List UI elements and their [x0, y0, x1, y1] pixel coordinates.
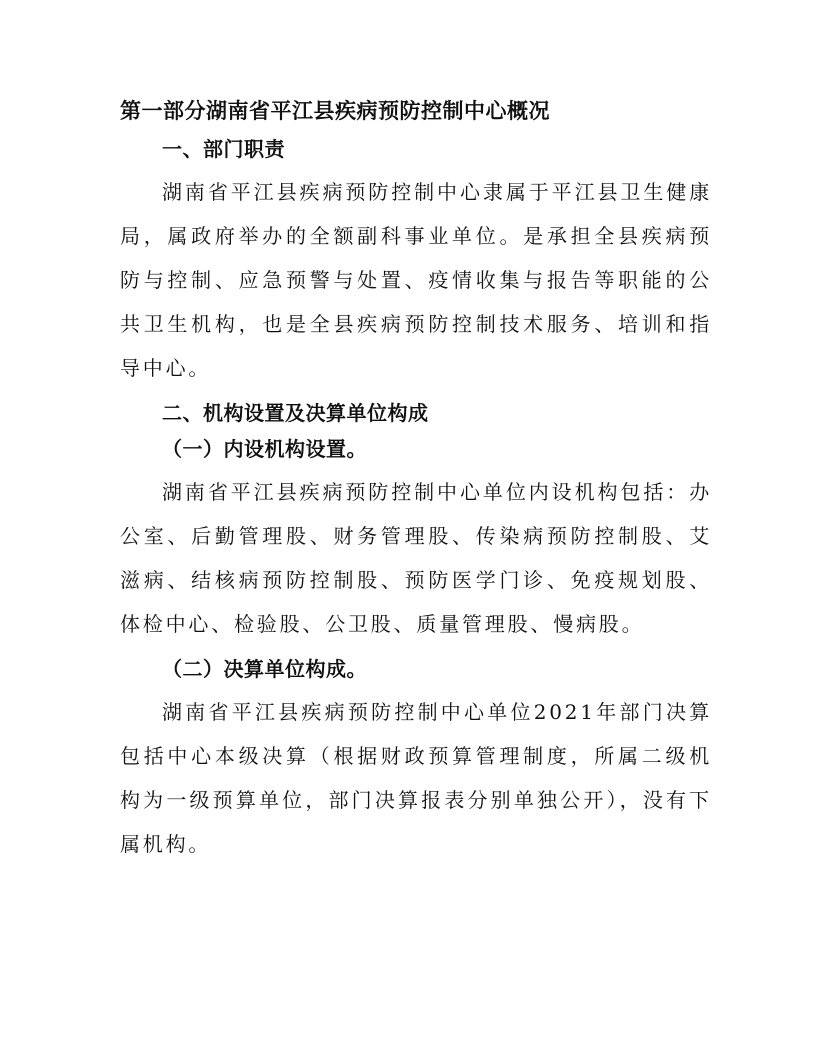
document-body	[120, 96, 712, 874]
paragraph-duties: 湖南省平江县疾病预防控制中心隶属于平江县卫生健康局，属政府举办的全额副科事业单位。是承担全县疾病预防与控制、应急预警与处置、疫情收集与报告等职能的公共卫生机构，也是全县疾病预防控制技术服务、培训和指导中心。	[120, 180, 712, 380]
subsection-heading-budget-units: （二）决算单位构成。	[162, 657, 367, 681]
paragraph-internal-units: 湖南省平江县疾病预防控制中心单位内设机构包括：办公室、后勤管理股、财务管理股、传染病预防控制股、艾滋病、结核病预防控制股、预防医学门诊、免疫规划股、体检中心、检验股、公卫股、质量管理股、慢病股。	[120, 480, 712, 636]
document-title: 第一部分湖南省平江县疾病预防控制中心概况	[120, 99, 550, 123]
paragraph-budget-units: 湖南省平江县疾病预防控制中心单位2021年部门决算包括中心本级决算（根据财政预算管理制度，所属二级机构为一级预算单位，部门决算报表分别单独公开），没有下属机构。	[120, 700, 712, 856]
section-heading-organization: 二、机构设置及决算单位构成	[162, 401, 429, 425]
subsection-heading-internal-units: （一）内设机构设置。	[162, 437, 367, 461]
section-heading-duties: 一、部门职责	[162, 137, 285, 161]
